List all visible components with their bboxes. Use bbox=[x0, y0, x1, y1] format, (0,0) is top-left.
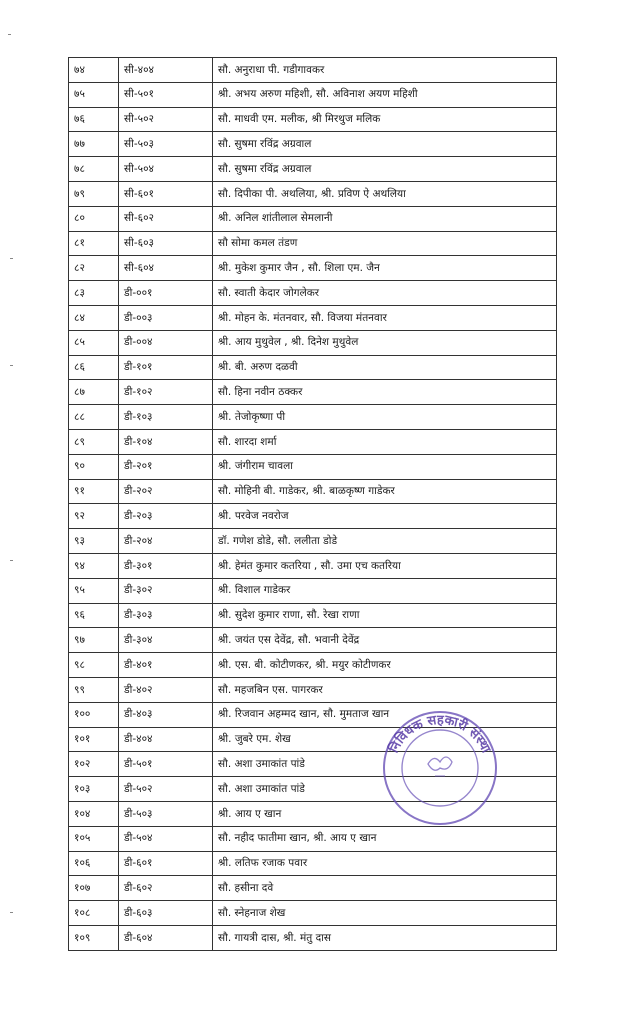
member-name-cell: सौ. स्वाती केदार जोगलेकर bbox=[213, 281, 557, 306]
scan-mark bbox=[10, 258, 13, 259]
flat-number-cell: डी-४०४ bbox=[119, 727, 213, 752]
serial-number-cell: ७६ bbox=[69, 107, 119, 132]
flat-number-cell: सी-६०१ bbox=[119, 181, 213, 206]
member-name-cell: सौ. सुषमा रविंद्र अग्रवाल bbox=[213, 132, 557, 157]
svg-text:निविधक सहकारी संस्था bbox=[386, 713, 494, 757]
flat-number-cell: डी-३०१ bbox=[119, 553, 213, 578]
table-row bbox=[69, 925, 557, 950]
member-name-cell: सौ. अशा उमाकांत पांडे bbox=[213, 777, 557, 802]
flat-number-cell: डी-२०३ bbox=[119, 504, 213, 529]
table-row bbox=[69, 454, 557, 479]
table-row bbox=[69, 107, 557, 132]
flat-number-cell: सी-५०१ bbox=[119, 82, 213, 107]
member-name-cell: श्री. परवेज नवरोज bbox=[213, 504, 557, 529]
serial-number-cell: ८४ bbox=[69, 305, 119, 330]
serial-number-cell: ८६ bbox=[69, 355, 119, 380]
member-name-cell: डॉ. गणेश डोडे, सौ. ललीता डोडे bbox=[213, 529, 557, 554]
member-name-cell: श्री. एस. बी. कोटीणकर, श्री. मयुर कोटीणकर bbox=[213, 653, 557, 678]
serial-number-cell: १०६ bbox=[69, 851, 119, 876]
scan-mark bbox=[10, 912, 13, 913]
serial-number-cell: ७९ bbox=[69, 181, 119, 206]
flat-number-cell: डी-२०१ bbox=[119, 454, 213, 479]
member-name-cell: श्री. जंगीराम चावला bbox=[213, 454, 557, 479]
serial-number-cell: ८५ bbox=[69, 330, 119, 355]
table-row bbox=[69, 82, 557, 107]
member-name-cell: श्री. रिजवान अहम्मद खान, सौ. मुमताज खान bbox=[213, 702, 557, 727]
table-row bbox=[69, 578, 557, 603]
serial-number-cell: ८८ bbox=[69, 405, 119, 430]
member-name-cell: सौ. शारदा शर्मा bbox=[213, 429, 557, 454]
table-row bbox=[69, 628, 557, 653]
member-name-cell: श्री. अभय अरुण महिशी, सौ. अविनाश अयण महिशी bbox=[213, 82, 557, 107]
flat-number-cell: डी-४०३ bbox=[119, 702, 213, 727]
serial-number-cell: ८२ bbox=[69, 256, 119, 281]
serial-number-cell: ९० bbox=[69, 454, 119, 479]
flat-number-cell: डी-६०१ bbox=[119, 851, 213, 876]
flat-number-cell: सी-६०२ bbox=[119, 206, 213, 231]
serial-number-cell: ९९ bbox=[69, 677, 119, 702]
serial-number-cell: १०१ bbox=[69, 727, 119, 752]
member-name-cell: श्री. सुदेश कुमार राणा, सौ. रेखा राणा bbox=[213, 603, 557, 628]
flat-number-cell: सी-५०२ bbox=[119, 107, 213, 132]
serial-number-cell: १०५ bbox=[69, 826, 119, 851]
flat-number-cell: डी-१०३ bbox=[119, 405, 213, 430]
flat-number-cell: डी-५०४ bbox=[119, 826, 213, 851]
serial-number-cell: १०४ bbox=[69, 801, 119, 826]
table-row bbox=[69, 405, 557, 430]
table-row bbox=[69, 653, 557, 678]
member-name-cell: श्री. मुकेश कुमार जैन , सौ. शिला एम. जैन bbox=[213, 256, 557, 281]
serial-number-cell: १०३ bbox=[69, 777, 119, 802]
serial-number-cell: ८३ bbox=[69, 281, 119, 306]
serial-number-cell: १०९ bbox=[69, 925, 119, 950]
table-row bbox=[69, 206, 557, 231]
flat-number-cell: डी-५०१ bbox=[119, 752, 213, 777]
flat-number-cell: डी-००४ bbox=[119, 330, 213, 355]
table-row bbox=[69, 851, 557, 876]
serial-number-cell: ९२ bbox=[69, 504, 119, 529]
member-name-cell: सौ सोमा कमल तंडण bbox=[213, 231, 557, 256]
table-row bbox=[69, 330, 557, 355]
stamp-text: निविधक सहकारी संस्था bbox=[386, 712, 494, 756]
scan-mark bbox=[10, 560, 13, 561]
flat-number-cell: डी-१०१ bbox=[119, 355, 213, 380]
table-row bbox=[69, 504, 557, 529]
serial-number-cell: ८० bbox=[69, 206, 119, 231]
serial-number-cell: ७८ bbox=[69, 157, 119, 182]
serial-number-cell: ९३ bbox=[69, 529, 119, 554]
serial-number-cell: ९७ bbox=[69, 628, 119, 653]
flat-number-cell: डी-६०४ bbox=[119, 925, 213, 950]
flat-number-cell: डी-४०१ bbox=[119, 653, 213, 678]
flat-number-cell: डी-००३ bbox=[119, 305, 213, 330]
member-name-cell: सौ. अशा उमाकांत पांडे bbox=[213, 752, 557, 777]
serial-number-cell: ७४ bbox=[69, 58, 119, 83]
member-name-cell: श्री. लतिफ रजाक पवार bbox=[213, 851, 557, 876]
serial-number-cell: ९४ bbox=[69, 553, 119, 578]
flat-number-cell: सी-६०४ bbox=[119, 256, 213, 281]
member-name-cell: सौ. नहीद फातीमा खान, श्री. आय ए खान bbox=[213, 826, 557, 851]
member-name-cell: श्री. विशाल गाडेकर bbox=[213, 578, 557, 603]
table-row bbox=[69, 876, 557, 901]
serial-number-cell: ९६ bbox=[69, 603, 119, 628]
member-name-cell: श्री. आय मुथुवेल , श्री. दिनेश मुथुवेल bbox=[213, 330, 557, 355]
table-row bbox=[69, 529, 557, 554]
serial-number-cell: १०२ bbox=[69, 752, 119, 777]
table-row bbox=[69, 256, 557, 281]
flat-number-cell: डी-१०४ bbox=[119, 429, 213, 454]
member-name-cell: सौ. अनुराधा पी. गडीगावकर bbox=[213, 58, 557, 83]
member-name-cell: श्री. अनिल शांतीलाल सेमलानी bbox=[213, 206, 557, 231]
flat-number-cell: डी-३०३ bbox=[119, 603, 213, 628]
flat-number-cell: डी-६०३ bbox=[119, 901, 213, 926]
flat-number-cell: डी-३०४ bbox=[119, 628, 213, 653]
table-row bbox=[69, 157, 557, 182]
society-stamp bbox=[380, 708, 500, 828]
table-row bbox=[69, 231, 557, 256]
flat-number-cell: डी-५०२ bbox=[119, 777, 213, 802]
table-row bbox=[69, 826, 557, 851]
member-name-cell: श्री. तेजोकृष्णा पी bbox=[213, 405, 557, 430]
serial-number-cell: ८७ bbox=[69, 380, 119, 405]
table-row bbox=[69, 603, 557, 628]
member-name-cell: सौ. सुषमा रविंद्र अग्रवाल bbox=[213, 157, 557, 182]
table-row bbox=[69, 181, 557, 206]
member-name-cell: सौ. मोहिनी बी. गाडेकर, श्री. बाळकृष्ण गाडेकर bbox=[213, 479, 557, 504]
member-name-cell: श्री. मोहन के. मंतनवार, सौ. विजया मंतनवार bbox=[213, 305, 557, 330]
flat-number-cell: डी-६०२ bbox=[119, 876, 213, 901]
serial-number-cell: ९१ bbox=[69, 479, 119, 504]
serial-number-cell: १०० bbox=[69, 702, 119, 727]
table-row bbox=[69, 380, 557, 405]
table-row bbox=[69, 479, 557, 504]
flat-number-cell: डी-००१ bbox=[119, 281, 213, 306]
scan-mark bbox=[8, 34, 11, 35]
member-name-cell: सौ. माधवी एम. मलीक, श्री मिरथुज मलिक bbox=[213, 107, 557, 132]
flat-number-cell: डी-५०३ bbox=[119, 801, 213, 826]
member-name-cell: श्री. हेमंत कुमार कतरिया , सौ. उमा एच कतरिया bbox=[213, 553, 557, 578]
table-row bbox=[69, 305, 557, 330]
serial-number-cell: ८९ bbox=[69, 429, 119, 454]
member-name-cell: श्री. आय ए खान bbox=[213, 801, 557, 826]
serial-number-cell: ७७ bbox=[69, 132, 119, 157]
flat-number-cell: डी-३०२ bbox=[119, 578, 213, 603]
serial-number-cell: ८१ bbox=[69, 231, 119, 256]
flat-number-cell: सी-५०४ bbox=[119, 157, 213, 182]
member-name-cell: सौ. गायत्री दास, श्री. मंतु दास bbox=[213, 925, 557, 950]
serial-number-cell: ९८ bbox=[69, 653, 119, 678]
member-name-cell: सौ. दिपीका पी. अथलिया, श्री. प्रविण ऐ अथलिया bbox=[213, 181, 557, 206]
table-row bbox=[69, 901, 557, 926]
flat-number-cell: डी-४०२ bbox=[119, 677, 213, 702]
table-row bbox=[69, 553, 557, 578]
serial-number-cell: १०८ bbox=[69, 901, 119, 926]
member-name-cell: श्री. बी. अरुण दळवी bbox=[213, 355, 557, 380]
member-name-cell: सौ. स्नेहनाज शेख bbox=[213, 901, 557, 926]
flat-number-cell: डी-२०४ bbox=[119, 529, 213, 554]
table-row bbox=[69, 58, 557, 83]
serial-number-cell: ७५ bbox=[69, 82, 119, 107]
table-row bbox=[69, 677, 557, 702]
serial-number-cell: १०७ bbox=[69, 876, 119, 901]
table-row bbox=[69, 132, 557, 157]
serial-number-cell: ९५ bbox=[69, 578, 119, 603]
table-row bbox=[69, 355, 557, 380]
scan-mark bbox=[10, 365, 13, 366]
table-row bbox=[69, 281, 557, 306]
member-name-cell: सौ. हसीना दवे bbox=[213, 876, 557, 901]
stamp-seal-icon bbox=[380, 708, 500, 828]
flat-number-cell: डी-१०२ bbox=[119, 380, 213, 405]
flat-number-cell: सी-५०३ bbox=[119, 132, 213, 157]
member-name-cell: सौ. हिना नवीन ठक्कर bbox=[213, 380, 557, 405]
member-name-cell: सौ. महजबिन एस. पागरकर bbox=[213, 677, 557, 702]
flat-number-cell: सी-६०३ bbox=[119, 231, 213, 256]
flat-number-cell: सी-४०४ bbox=[119, 58, 213, 83]
table-row bbox=[69, 429, 557, 454]
member-name-cell: श्री. जुबरे एम. शेख bbox=[213, 727, 557, 752]
member-name-cell: श्री. जयंत एस देवेंद्र, सौ. भवानी देवेंद्र bbox=[213, 628, 557, 653]
flat-number-cell: डी-२०२ bbox=[119, 479, 213, 504]
